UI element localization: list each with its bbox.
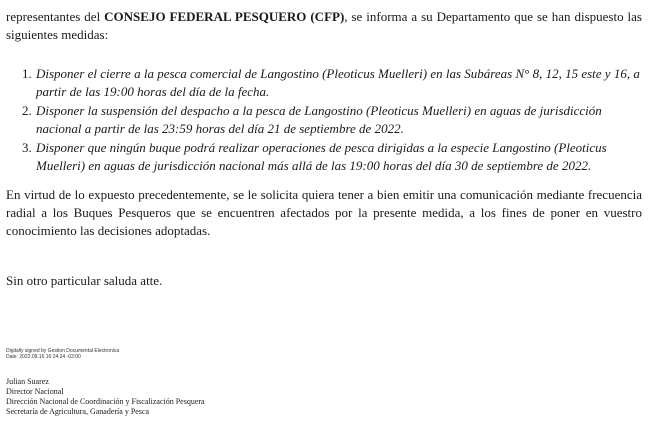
signer-department: Dirección Nacional de Coordinación y Fiscalización Pesquera [6, 397, 205, 406]
intro-text-after: , se informa a su Departamento que se han dispuesto las siguientes medidas: [6, 9, 642, 42]
signer-title: Director Nacional [6, 387, 64, 396]
digital-signature-date: Date: 2022.09.16 16:24:24 -03:00 [6, 354, 81, 360]
council-name: CONSEJO FEDERAL PESQUERO (CFP) [104, 9, 345, 24]
digital-signature-stamp [6, 348, 119, 360]
signer-block [6, 377, 205, 417]
digital-signature-line: Digitally signed by Gestion Documental Electronica [6, 348, 120, 354]
measure-text: Disponer que ningún buque podrá realizar operaciones de pesca dirigidas a la especie Langostino (Pleoticus Muelleri) en aguas de jurisdicción nacional más allá de las 19:00 horas del día 30 de septiembre de 2022. [36, 140, 607, 173]
measure-number: 3. [22, 140, 32, 155]
farewell-line: Sin otro particular saluda atte. [6, 273, 163, 288]
signer-name: Julian Suarez [6, 377, 49, 386]
intro-text-before: representantes del [6, 9, 105, 24]
measure-item [22, 139, 640, 175]
measure-item [22, 65, 640, 101]
closing-paragraph: En virtud de lo expuesto precedentemente, se le solicita quiera tener a bien emitir una comunicación mediante frecuencia radial a los Buques Pesqueros que se encuentren afectados por la presente medida, a los fines de poner en vuestro conocimiento las decisiones adoptadas. [6, 187, 642, 238]
signer-ministry: Secretaría de Agricultura, Ganadería y Pesca [6, 407, 150, 416]
measures-list [22, 65, 640, 176]
measure-item [22, 102, 640, 138]
measure-text: Disponer el cierre a la pesca comercial de Langostino (Pleoticus Muelleri) en las Subáreas N° 8, 12, 15 este y 16, a partir de las 19:00 horas del día de la fecha. [36, 66, 640, 99]
measure-number: 1. [22, 66, 32, 81]
measure-number: 2. [22, 103, 32, 118]
measure-text: Disponer la suspensión del despacho a la pesca de Langostino (Pleoticus Muelleri) en aguas de jurisdicción nacional a partir de las 23:59 horas del día 21 de septiembre de 2022. [36, 103, 602, 136]
intro-paragraph [6, 8, 642, 44]
